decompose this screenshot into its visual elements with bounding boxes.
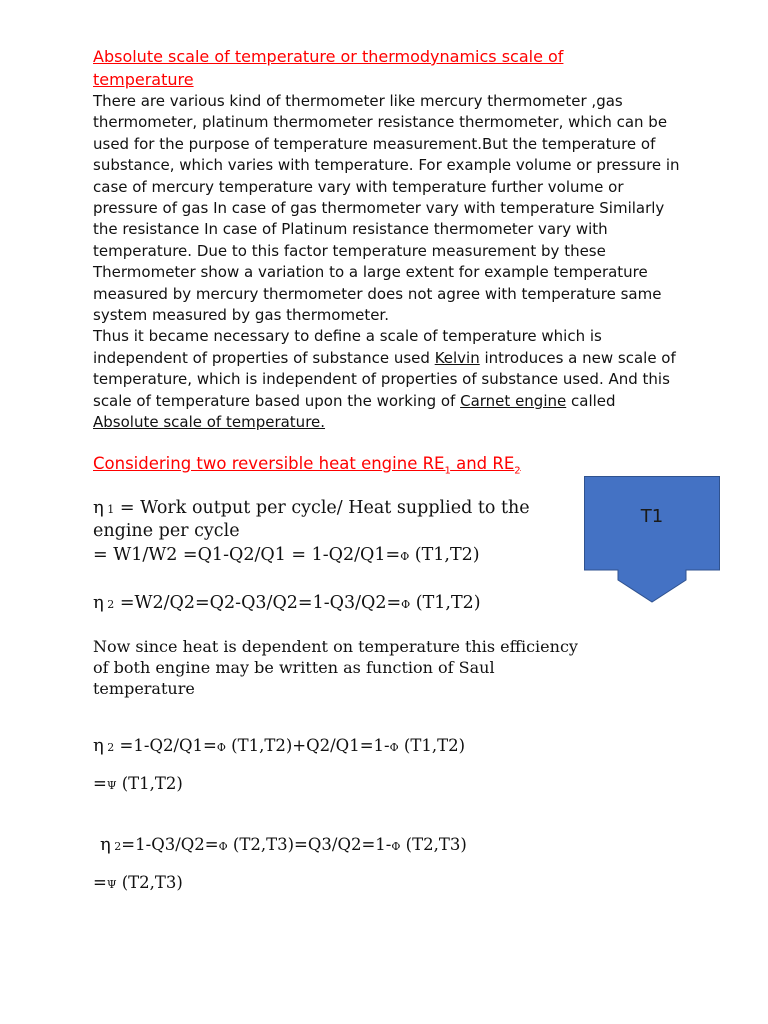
eta-subscript: 2	[110, 840, 122, 853]
equation-3-line-2-b: (T1,T2)	[116, 774, 183, 793]
subheading-sub-1: 1	[444, 465, 451, 477]
equation-4-text-b: (T2,T3)=Q3/Q2=1-	[227, 835, 392, 854]
phi-symbol: Φ	[391, 840, 401, 853]
equation-4-line-2-b: (T2,T3)	[116, 873, 183, 892]
equation-4-line-2	[93, 871, 183, 896]
equation-3-text-b: (T1,T2)+Q2/Q1=1-	[225, 736, 390, 755]
equation-3-line-2	[93, 772, 183, 797]
eta-subscript: 2	[103, 598, 115, 611]
phi-symbol: Φ	[401, 598, 411, 611]
subheading-text: Considering two reversible heat engine RE	[93, 454, 445, 473]
eta-subscript: 2	[103, 741, 115, 754]
down-arrow-callout	[584, 476, 720, 604]
paragraph-2-text-c: called	[566, 391, 616, 410]
eta-symbol: η	[93, 592, 104, 613]
eta-subscript: 1	[103, 503, 115, 516]
equation-1-line-3-a: = W1/W2 =Q1-Q2/Q1 = 1-Q2/Q1=	[93, 545, 401, 565]
carnet-engine-link: Carnet engine	[460, 391, 567, 410]
eta-symbol: η	[93, 735, 104, 756]
equation-1-line-3	[93, 544, 480, 568]
phi-symbol: Φ	[400, 550, 410, 563]
equation-2-text-b: (T1,T2)	[410, 593, 481, 613]
absolute-scale-link: Absolute scale of temperature.	[93, 413, 326, 432]
phi-symbol: Φ	[216, 741, 226, 754]
paragraph-2-text-b: introduces a new scale of temperature, which is independent of properties of substance used. And this scale of temperature based upon the working of	[93, 348, 676, 410]
phi-symbol: Φ	[218, 840, 228, 853]
eta-symbol: η	[93, 497, 104, 518]
equation-1-line-3-b: (T1,T2)	[409, 545, 480, 565]
paragraph-2-text-a: Thus it became necessary to define a scale of temperature which is independent of properties of substance used	[93, 327, 602, 367]
subheading-and: and RE	[450, 454, 515, 473]
phi-symbol: Φ	[389, 741, 399, 754]
equation-4-text-c: (T2,T3)	[400, 835, 467, 854]
body-text	[93, 91, 683, 434]
section-subheading	[93, 453, 521, 482]
psi-symbol: Ψ	[106, 878, 117, 891]
equation-4-text-a: =1-Q3/Q2=	[121, 835, 219, 854]
equation-1-line-1	[93, 496, 530, 521]
kelvin-link: Kelvin	[434, 348, 480, 367]
down-arrow-shape	[584, 476, 720, 604]
equation-3-text-a: =1-Q2/Q1=	[114, 736, 217, 755]
paragraph-3: Now since heat is dependent on temperature this efficiency of both engine may be written as function of Saul temperature	[93, 637, 578, 698]
equation-4-line-2-a: =	[93, 873, 107, 892]
equation-3-line-2-a: =	[93, 774, 107, 793]
psi-symbol: Ψ	[106, 779, 117, 792]
equation-2	[93, 591, 481, 616]
paragraph-1: There are various kind of thermometer like mercury thermometer ,gas thermometer, platinum thermometer resistance thermometer, which can be used for the purpose of temperature measurement.But the temperature of substance, which varies with temperature. For example volume or pressure in case of mercury temperature vary with temperature further volume or pressure of gas In case of gas thermometer vary with temperature Similarly the resistance In case of Platinum resistance thermometer vary with temperature. Due to this factor temperature measurement by these Thermometer show a variation to a large extent for example temperature measured by mercury thermometer does not agree with temperature same system measured by gas thermometer.	[93, 92, 680, 325]
subheading-sub-2: 2	[514, 465, 521, 477]
equation-3-line-1	[93, 734, 465, 759]
arrow-label: T1	[640, 506, 664, 527]
document-heading: Absolute scale of temperature or thermodynamics scale of temperature	[93, 47, 564, 89]
equation-1-text: = Work output per cycle/ Heat supplied to the	[114, 498, 530, 518]
paragraph-2	[93, 326, 683, 433]
equation-2-text-a: =W2/Q2=Q2-Q3/Q2=1-Q3/Q2=	[114, 593, 402, 613]
equation-3-text-c: (T1,T2)	[398, 736, 466, 755]
equation-4-line-1	[100, 833, 467, 858]
eta-symbol: η	[100, 834, 111, 855]
equation-1-line-2: engine per cycle	[93, 521, 240, 541]
